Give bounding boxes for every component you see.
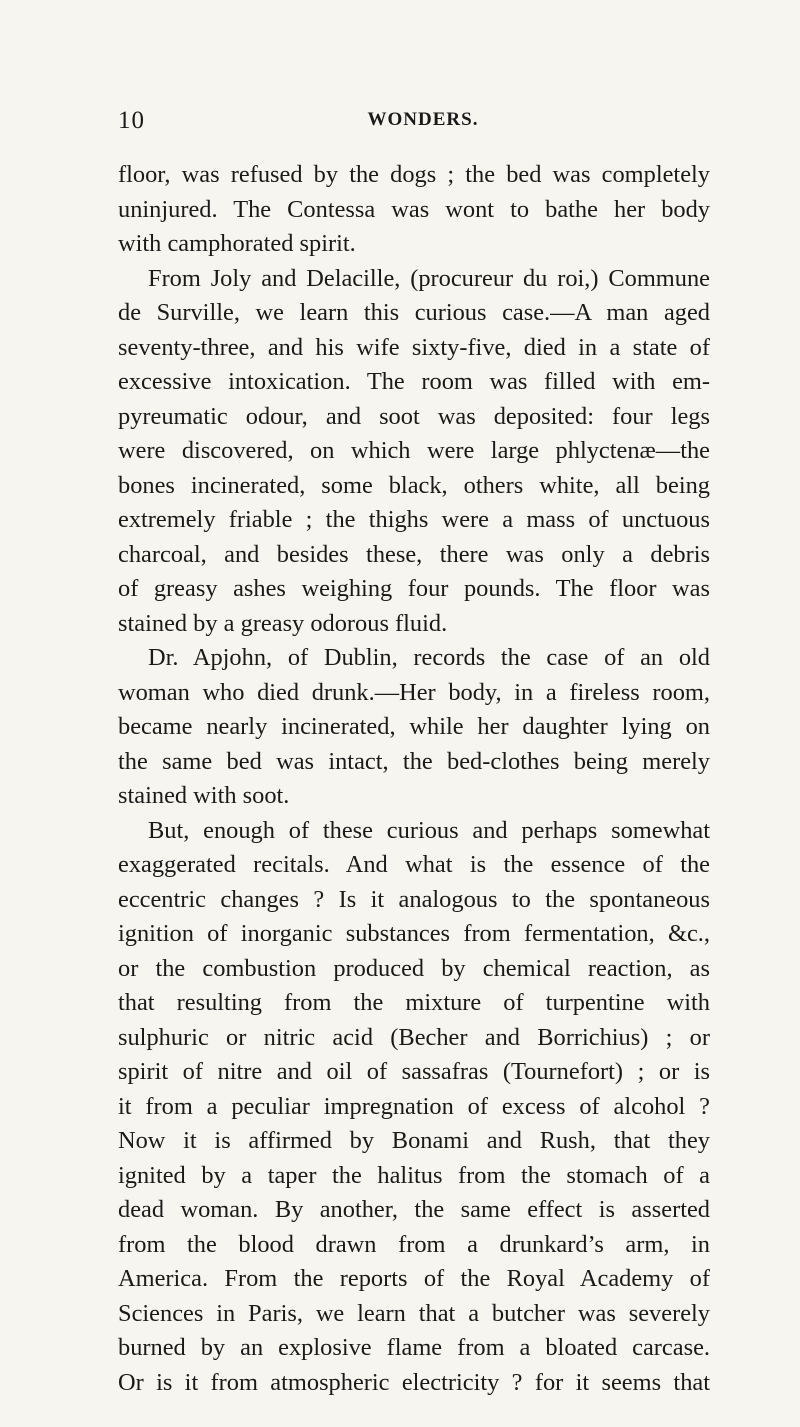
- text-line: floor, was refused by the dogs ; the bed was completely: [118, 161, 710, 188]
- text-line: Or is it from atmospheric electricity ? for it seems that: [118, 1368, 710, 1396]
- running-head: WONDERS.: [367, 109, 479, 130]
- text-line: de Surville, we learn this curious case.—A man aged: [118, 299, 710, 326]
- text-line: burned by an explosive flame from a bloated carcase.: [118, 1334, 710, 1361]
- page-number: 10: [118, 107, 145, 134]
- text-line: became nearly incinerated, while her daughter lying on: [118, 713, 710, 740]
- text-line: seventy-three, and his wife sixty-five, died in a state of: [118, 333, 710, 361]
- text-line: excessive intoxication. The room was filled with em-: [118, 368, 710, 395]
- text-line: extremely friable ; the thighs were a mass of unctuous: [118, 506, 710, 533]
- text-line: ignition of inorganic substances from fermentation, &c.,: [118, 920, 710, 947]
- text-line: ignited by a taper the halitus from the stomach of a: [118, 1161, 710, 1189]
- text-line: From Joly and Delacille, (procureur du roi,) Commune: [148, 264, 710, 292]
- text-line: sulphuric or nitric acid (Becher and Borrichius) ; or: [118, 1023, 710, 1051]
- text-line: pyreumatic odour, and soot was deposited: four legs: [118, 402, 710, 430]
- text-line: But, enough of these curious and perhaps somewhat: [148, 816, 710, 844]
- text-line: stained with soot.: [118, 782, 290, 809]
- text-line: uninjured. The Contessa was wont to bathe her body: [118, 195, 710, 223]
- text-line: spirit of nitre and oil of sassafras (Tournefort) ; or is: [118, 1058, 710, 1085]
- text-line: were discovered, on which were large phlyctenæ—the: [118, 437, 710, 464]
- text-line: exaggerated recitals. And what is the essence of the: [118, 851, 710, 878]
- text-line: stained by a greasy odorous fluid.: [118, 609, 448, 637]
- text-line: from the blood drawn from a drunkard’s arm, in: [118, 1230, 710, 1258]
- text-line: Now it is affirmed by Bonami and Rush, that they: [118, 1127, 710, 1154]
- text-line: of greasy ashes weighing four pounds. The floor was: [118, 575, 710, 602]
- text-line: America. From the reports of the Royal Academy of: [118, 1265, 710, 1292]
- page-header: [118, 107, 708, 139]
- text-line: with camphorated spirit.: [118, 230, 356, 257]
- text-line: Sciences in Paris, we learn that a butcher was severely: [118, 1299, 710, 1327]
- text-line: Dr. Apjohn, of Dublin, records the case of an old: [148, 644, 710, 671]
- text-line: dead woman. By another, the same effect is asserted: [118, 1196, 710, 1223]
- text-line: the same bed was intact, the bed-clothes being merely: [118, 747, 710, 775]
- text-line: or the combustion produced by chemical reaction, as: [118, 954, 710, 982]
- text-line: charcoal, and besides these, there was only a debris: [118, 540, 710, 568]
- text-line: that resulting from the mixture of turpentine with: [118, 989, 710, 1016]
- text-line: eccentric changes ? Is it analogous to the spontaneous: [118, 885, 710, 913]
- text-line: bones incinerated, some black, others white, all being: [118, 471, 710, 499]
- body-text: [118, 158, 710, 1400]
- text-line: woman who died drunk.—Her body, in a fireless room,: [118, 678, 710, 706]
- text-line: it from a peculiar impregnation of excess of alcohol ?: [118, 1092, 710, 1120]
